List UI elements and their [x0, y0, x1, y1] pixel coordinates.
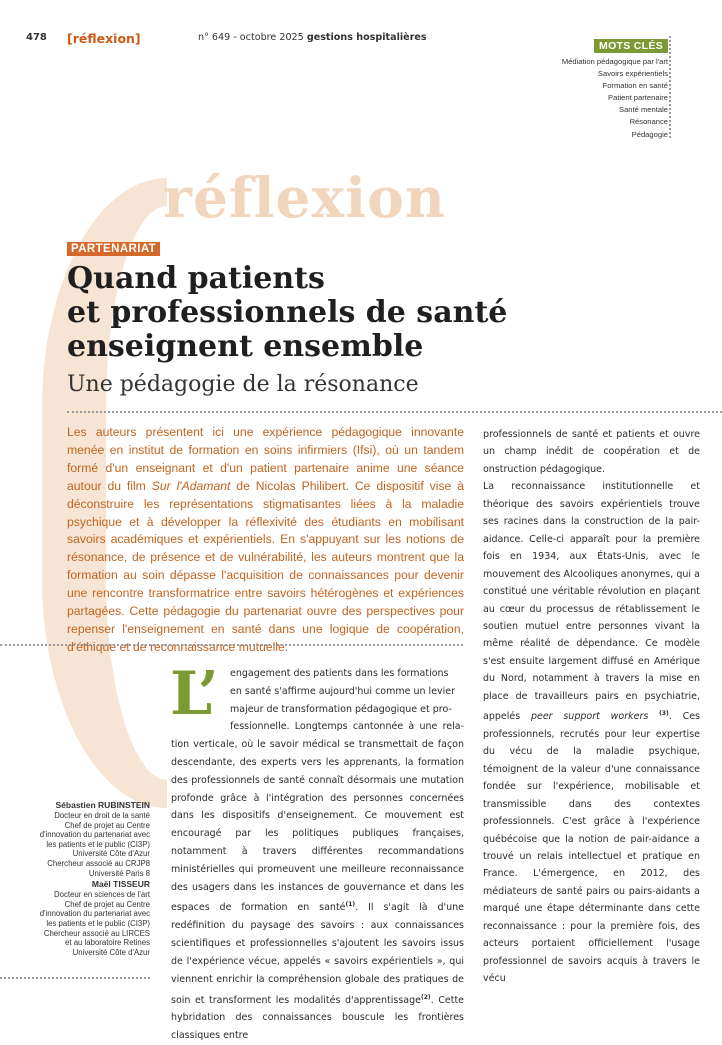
- keywords-divider: [669, 36, 671, 138]
- author-last-name: TISSEUR: [113, 879, 150, 890]
- author-affiliation: d'innovation du partenariat avec: [39, 830, 150, 840]
- author-affiliation: Chercheur associé au LIRCES: [43, 928, 150, 938]
- journal-name: gestions hospitalières: [306, 32, 427, 43]
- title-line: Quand patients: [67, 261, 325, 296]
- body-line: engagement des patients dans les formations: [230, 668, 449, 679]
- title-line: et professionnels de santé: [67, 295, 508, 330]
- body-text: . Il s'agit là d'une redéfinition du paysage des savoirs : aux connaissances scientifiques et professionnelles s'ajoutent les savoirs issus de l'expérience vécue, appelés « savoirs expérientiels », qui viennent enrichir la compréhension globale des pratiques de soin et transforment les modalités d'apprentissage: [171, 902, 464, 1006]
- authors-block: [10, 800, 150, 958]
- section-watermark: réflexion: [163, 165, 446, 230]
- title-divider: [67, 411, 722, 413]
- author-affiliation: Chercheur associé au CRJP8: [47, 858, 150, 868]
- keyword-item: Santé mentale: [619, 105, 668, 115]
- body-paragraph: [483, 478, 700, 987]
- author-affiliation: Chef de projet au Centre: [64, 899, 150, 909]
- keywords-title: MOTS CLÉS: [594, 39, 668, 53]
- body-paragraph: [171, 736, 464, 1045]
- section-label: [réflexion]: [67, 31, 141, 46]
- author-affiliation: Docteur en droit de la santé: [54, 811, 150, 820]
- author-affiliation: Chef de projet au Centre: [64, 820, 150, 830]
- keyword-item: Médiation pédagogique par l'art: [561, 57, 668, 66]
- body-text: tion verticale, où le savoir médical se transmettait de façon descendante, des experts vers les apprenants, la formation des professionnels de santé connaît désormais une mutation profonde grâce à l'intégration des personnes concernées dans les dispositifs d'enseignement. Ce mouvement est encouragé par les politiques publiques françaises, notamment à travers différentes recommandations ministérielles qui promeuvent une meilleure reconnaissance des usagers dans les instances de gouvernance et dans les espaces de formation en santé: [171, 739, 464, 914]
- authors-divider: [0, 977, 150, 979]
- author-name: [10, 879, 150, 890]
- author-name: [10, 800, 150, 811]
- footnote-ref: (3): [659, 710, 669, 718]
- author-affiliation: Université Côte d'Azur: [72, 849, 150, 859]
- body-line: majeur de transformation pédagogique et pro-: [230, 703, 452, 715]
- author-affiliation: Université Paris 8: [88, 868, 150, 878]
- page-header: [26, 32, 522, 46]
- author: [10, 879, 150, 957]
- keyword-item: Pédagogie: [631, 129, 668, 139]
- film-title: Sur l'Adamant: [151, 478, 231, 493]
- issue-number: n° 649 - octobre 2025: [198, 32, 304, 43]
- author-affiliation: les patients et le public (CI3P): [46, 918, 150, 928]
- abstract-text: Les auteurs présentent ici une expérience pédagogique innovante menée en institut de formation en soins infirmiers (Ifsi), où un tandem formé d'un enseignant et d'un patient partenaire anime une séance autour du film: [67, 425, 464, 493]
- abstract-text: de Nicolas Philibert. Ce dispositif vise à déconstruire les représentations stigmatisantes liées à la maladie psychique et à développer la réflexivité des étudiants en mobilisant savoirs académiques et expérientiels. En s'appuyant sur les notions de résonance, de présence et de vulnérabilité, les auteurs montrent que la formation au soin dépasse l'acquisition de connaissances pour devenir une rencontre transformatrice entre savoirs hétérogènes et expériences partagées. Cette pédagogie du partenariat ouvre des perspectives pour repenser l'enseignement en santé dans une logique de coopération, d'éthique et de reconnaissance mutuelle.: [67, 478, 464, 654]
- keyword-item: Formation en santé: [602, 81, 668, 91]
- body-text: . Cette hybridation des connaissances bouscule les frontières classiques entre: [171, 994, 465, 1042]
- author-first-name: Maël: [91, 879, 111, 890]
- article-title: [67, 262, 587, 364]
- abstract-divider: [0, 644, 463, 646]
- keyword-item: Résonance: [629, 117, 668, 127]
- title-line: enseignent ensemble: [67, 329, 424, 364]
- author-affiliation: Docteur en sciences de l'art: [54, 890, 150, 900]
- author-affiliation: d'innovation du partenariat avec: [39, 909, 150, 919]
- article-subtitle: Une pédagogie de la résonance: [67, 372, 419, 397]
- keywords-list: [488, 56, 668, 141]
- author-affiliation: Université Côte d'Azur: [72, 947, 150, 957]
- body-line: fessionnelle. Longtemps cantonnée à une rela-: [230, 721, 464, 733]
- body-line: en santé s'affirme aujourd'hui comme un levier: [230, 685, 456, 697]
- author-first-name: Sébastien: [55, 800, 96, 810]
- drop-cap-letter: L’: [170, 659, 219, 729]
- author-affiliation: et au laboratoire Retines: [65, 938, 150, 948]
- body-text: . Ces professionnels, recrutés pour leur expertise du vécu de la maladie psychique, témoignent de la valeur d'une connaissance fondée sur l'expérience, mobilisable et transmissible dans des contextes professionnels. C'est grâce à l'expérience québécoise que la notion de pair-aidance a trouvé un relais intellectuel et pratique en France. L'émergence, en 2012, des médiateurs de santé pairs ou pairs-aidants a marqué une étape déterminante dans cette reconnaissance : pour la première fois, des acteurs portaient officiellement l'usage professionnel de savoirs acquis à travers le vécu: [483, 711, 701, 985]
- keywords-box: [488, 36, 668, 141]
- author: [10, 800, 150, 878]
- page-number: 478: [26, 32, 47, 43]
- body-column-left: [171, 665, 464, 1045]
- footnote-ref: (2): [421, 993, 431, 1001]
- body-paragraph: professionnels de santé et patients et ouvre un champ inédit de coopération et de onstruction pédagogique.: [483, 429, 700, 475]
- term-italic: peer support workers: [530, 711, 649, 723]
- keyword-item: Patient partenaire: [608, 93, 668, 103]
- footnote-ref: (1): [345, 901, 356, 909]
- author-affiliation: les patients et le public (CI3P): [46, 839, 150, 849]
- article-abstract: [67, 424, 464, 657]
- issue-info: [198, 32, 427, 43]
- author-last-name: RUBINSTEIN: [98, 800, 150, 810]
- rubric-tag: PARTENARIAT: [67, 242, 160, 256]
- keyword-item: Savoirs expérientiels: [597, 69, 668, 79]
- body-column-right: [483, 426, 700, 988]
- body-text: La reconnaissance institutionnelle et théorique des savoirs expérientiels trouve ses racines dans la construction de la pair-aidance. Celle-ci apparaît pour la première fois en 1934, aux États-Unis, avec le mouvement des Alcooliques anonymes, qui a constitué une véritable révolution en plaçant au cœur du processus de rétablissement le soutien mutuel entre personnes vivant la même réalité de dépendance. Ce modèle s'est ensuite largement diffusé en Amérique du Nord, notamment à travers la mise en place de travailleurs pairs en psychiatrie, appelés: [483, 481, 700, 723]
